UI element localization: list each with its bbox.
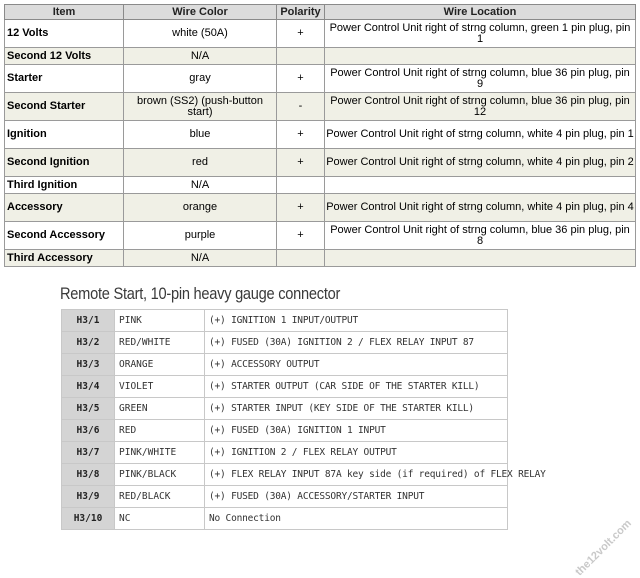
wire-color-cell: gray (124, 65, 277, 93)
wire-table-body (5, 20, 636, 267)
connector-row (62, 486, 508, 508)
item-cell: 12 Volts (5, 20, 124, 48)
wire-location-cell: Power Control Unit right of strng column, blue 36 pin plug, pin 12 (325, 93, 636, 121)
pin-cell: H3/7 (62, 442, 115, 464)
pin-cell: H3/4 (62, 376, 115, 398)
pin-color-cell: PINK/WHITE (115, 442, 205, 464)
connector-row (62, 310, 508, 332)
wire-color-cell: purple (124, 222, 277, 250)
connector-title: Remote Start, 10-pin heavy gauge connector (60, 284, 341, 303)
pin-function-cell: (+) ACCESSORY OUTPUT (205, 354, 508, 376)
connector-row (62, 464, 508, 486)
table-header-row (5, 5, 636, 20)
wire-location-cell: Power Control Unit right of strng column, white 4 pin plug, pin 4 (325, 194, 636, 222)
connector-row (62, 332, 508, 354)
item-cell: Second Starter (5, 93, 124, 121)
pin-function-cell: (+) IGNITION 2 / FLEX RELAY OUTPUT (205, 442, 508, 464)
table-row (5, 121, 636, 149)
item-cell: Starter (5, 65, 124, 93)
table-row (5, 20, 636, 48)
item-cell: Second Ignition (5, 149, 124, 177)
header-wire-color: Wire Color (124, 5, 277, 20)
connector-row (62, 376, 508, 398)
pin-cell: H3/8 (62, 464, 115, 486)
wire-color-cell: N/A (124, 48, 277, 65)
pin-cell: H3/5 (62, 398, 115, 420)
wire-location-table (4, 4, 636, 267)
item-cell: Third Ignition (5, 177, 124, 194)
pin-color-cell: RED/BLACK (115, 486, 205, 508)
polarity-cell (277, 250, 325, 267)
connector-row (62, 442, 508, 464)
pin-function-cell: (+) FUSED (30A) IGNITION 2 / FLEX RELAY INPUT 87 (205, 332, 508, 354)
polarity-cell: + (277, 20, 325, 48)
pin-function-cell: (+) STARTER INPUT (KEY SIDE OF THE STARTER KILL) (205, 398, 508, 420)
connector-table-body (62, 310, 546, 530)
pin-color-cell: PINK/BLACK (115, 464, 205, 486)
polarity-cell: + (277, 222, 325, 250)
wire-location-cell (325, 177, 636, 194)
polarity-cell (277, 48, 325, 65)
connector-row (62, 420, 508, 442)
pin-function-cell: (+) STARTER OUTPUT (CAR SIDE OF THE STARTER KILL) (205, 376, 508, 398)
wire-location-cell (325, 250, 636, 267)
wire-location-cell: Power Control Unit right of strng column, green 1 pin plug, pin 1 (325, 20, 636, 48)
wire-location-cell: Power Control Unit right of strng column, blue 36 pin plug, pin 8 (325, 222, 636, 250)
wire-color-cell: N/A (124, 177, 277, 194)
table-row (5, 48, 636, 65)
table-row (5, 65, 636, 93)
pin-function-cell: (+) FUSED (30A) IGNITION 1 INPUT (205, 420, 508, 442)
pin-color-cell: PINK (115, 310, 205, 332)
pin-function-cell: (+) IGNITION 1 INPUT/OUTPUT (205, 310, 508, 332)
wire-color-cell: red (124, 149, 277, 177)
table-row (5, 93, 636, 121)
pin-color-cell: ORANGE (115, 354, 205, 376)
table-row (5, 149, 636, 177)
item-cell: Ignition (5, 121, 124, 149)
wire-location-cell: Power Control Unit right of strng column, blue 36 pin plug, pin 9 (325, 65, 636, 93)
table-row (5, 250, 636, 267)
polarity-cell: + (277, 65, 325, 93)
pin-function-cell: (+) FUSED (30A) ACCESSORY/STARTER INPUT (205, 486, 508, 508)
pin-cell: H3/6 (62, 420, 115, 442)
pin-cell: H3/9 (62, 486, 115, 508)
pin-cell: H3/10 (62, 508, 115, 530)
polarity-cell: - (277, 93, 325, 121)
wire-location-cell: Power Control Unit right of strng column, white 4 pin plug, pin 1 (325, 121, 636, 149)
connector-row (62, 354, 508, 376)
pin-cell: H3/3 (62, 354, 115, 376)
wire-location-cell (325, 48, 636, 65)
polarity-cell: + (277, 194, 325, 222)
watermark: the12volt.com (573, 517, 634, 578)
pin-color-cell: GREEN (115, 398, 205, 420)
pin-function-cell: No Connection (205, 508, 508, 530)
table-row (5, 222, 636, 250)
wire-color-cell: N/A (124, 250, 277, 267)
wire-location-cell: Power Control Unit right of strng column, white 4 pin plug, pin 2 (325, 149, 636, 177)
table-row (5, 194, 636, 222)
header-polarity: Polarity (277, 5, 325, 20)
wire-color-cell: white (50A) (124, 20, 277, 48)
pin-color-cell: RED (115, 420, 205, 442)
header-wire-location: Wire Location (325, 5, 636, 20)
wire-color-cell: blue (124, 121, 277, 149)
header-item: Item (5, 5, 124, 20)
item-cell: Second Accessory (5, 222, 124, 250)
pin-color-cell: RED/WHITE (115, 332, 205, 354)
pin-color-cell: NC (115, 508, 205, 530)
pin-function-cell: (+) FLEX RELAY INPUT 87A key side (if required) of FLEX RELAY (205, 464, 508, 486)
wire-color-cell: orange (124, 194, 277, 222)
item-cell: Third Accessory (5, 250, 124, 267)
item-cell: Second 12 Volts (5, 48, 124, 65)
pin-color-cell: VIOLET (115, 376, 205, 398)
polarity-cell: + (277, 149, 325, 177)
wire-color-cell: brown (SS2) (push-button start) (124, 93, 277, 121)
connector-pin-table (61, 309, 546, 530)
pin-cell: H3/2 (62, 332, 115, 354)
polarity-cell: + (277, 121, 325, 149)
item-cell: Accessory (5, 194, 124, 222)
pin-cell: H3/1 (62, 310, 115, 332)
connector-row (62, 508, 508, 530)
connector-row (62, 398, 508, 420)
polarity-cell (277, 177, 325, 194)
table-row (5, 177, 636, 194)
